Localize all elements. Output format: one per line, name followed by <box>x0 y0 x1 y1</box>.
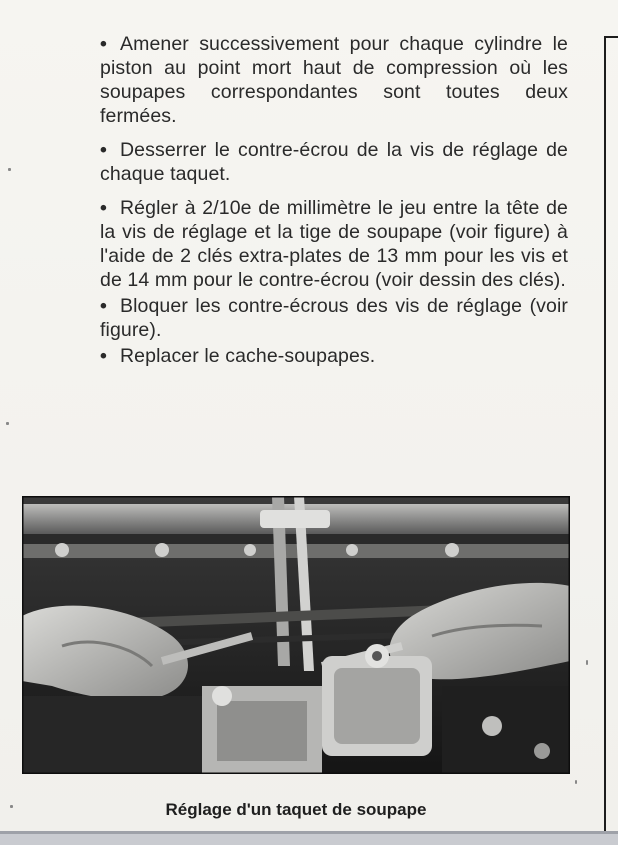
scan-speck <box>586 660 588 665</box>
bullet-mark: • <box>100 33 107 55</box>
bullet-mark: • <box>100 139 107 161</box>
scan-speck <box>575 780 577 784</box>
instruction-paragraph-5 <box>100 344 568 368</box>
instruction-text: Replacer le cache-soupapes. <box>120 345 376 367</box>
viewer-bottom-bar <box>0 834 618 845</box>
instruction-text: Bloquer les contre-écrous des vis de réglage (voir figure). <box>100 295 568 341</box>
instruction-paragraph-3 <box>100 196 568 292</box>
scan-speck <box>6 422 9 425</box>
bullet-mark: • <box>100 345 107 367</box>
column-rule <box>604 36 606 831</box>
instructions-column <box>100 32 568 378</box>
column-rule-cap <box>604 36 618 38</box>
instruction-text: Amener successivement pour chaque cylindre le piston au point mort haut de compression où les soupapes correspondantes sont toutes deux fermées. <box>100 33 568 127</box>
bullet-mark: • <box>100 295 107 317</box>
engine-photo-illustration <box>22 496 570 774</box>
instruction-paragraph-2 <box>100 138 568 186</box>
engine-photo <box>22 496 570 774</box>
instruction-text: Desserrer le contre-écrou de la vis de réglage de chaque taquet. <box>100 139 568 185</box>
instruction-text: Régler à 2/10e de millimètre le jeu entre la tête de la vis de réglage et la tige de soupape (voir figure) à l'aide de 2 clés extra-plates de 13 mm pour les vis et de 14 mm pour le contre-écrou (voir dessin des clés). <box>100 197 568 291</box>
scan-speck <box>8 168 11 171</box>
instruction-paragraph-4 <box>100 294 568 342</box>
bullet-mark: • <box>100 197 107 219</box>
scan-speck <box>10 805 13 808</box>
instruction-paragraph-1 <box>100 32 568 128</box>
figure-caption: Réglage d'un taquet de soupape <box>165 800 427 819</box>
